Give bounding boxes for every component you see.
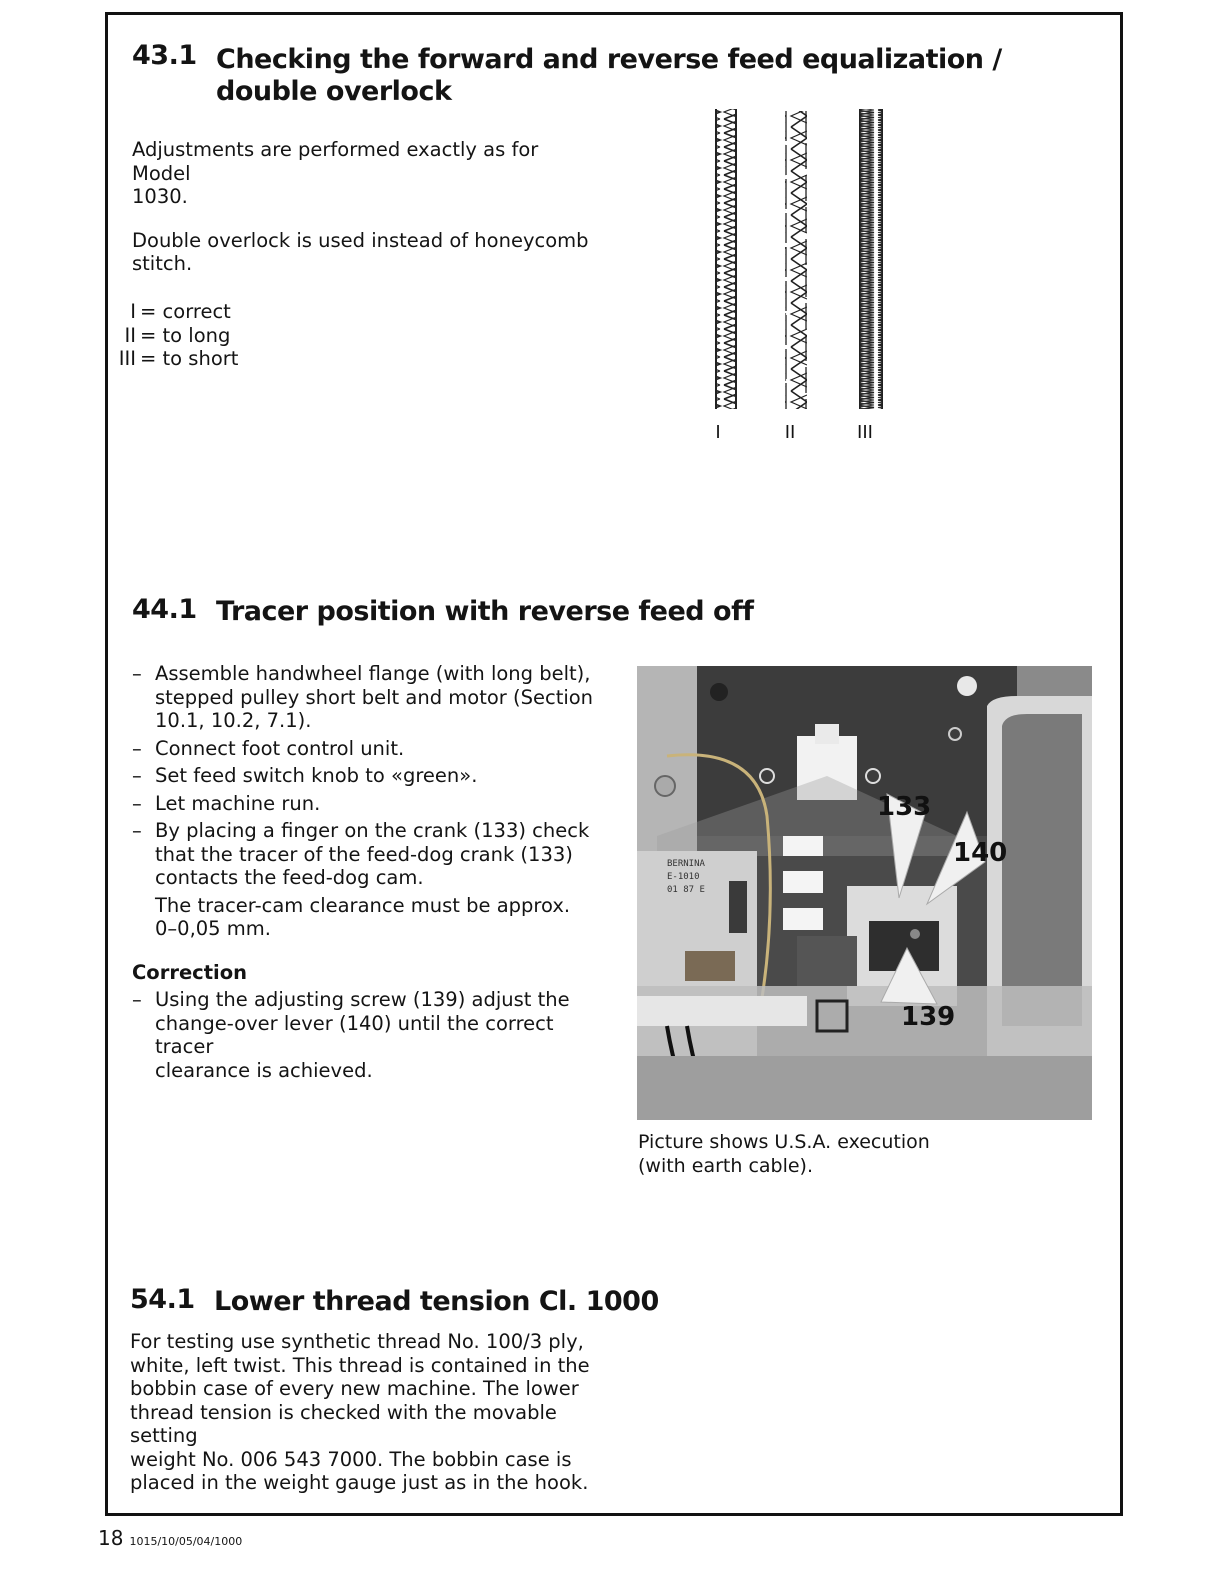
correction-heading: Correction — [132, 960, 248, 984]
step-line: that the tracer of the feed-dog crank (133) — [155, 842, 573, 866]
page-footer — [98, 1526, 242, 1550]
legend-text: = to long — [140, 323, 231, 347]
correction-line: change-over lever (140) until the correct tracer — [155, 1011, 554, 1058]
section-43-para2 — [132, 229, 602, 276]
section-43-para2-line1: Double overlock is used instead of honeycomb — [132, 228, 589, 252]
stitch-column-iii — [860, 109, 882, 409]
legend-row — [100, 324, 320, 348]
step-item — [132, 819, 612, 890]
callout-140: 140 — [953, 838, 1008, 868]
section-54-body — [130, 1330, 610, 1495]
section-44-steps — [132, 662, 612, 890]
clearance-line2: 0–0,05 mm. — [155, 917, 271, 940]
stitch-legend — [100, 300, 320, 371]
stitch-column-ii — [785, 111, 807, 409]
step-line: stepped pulley short belt and motor (Section — [155, 685, 594, 709]
step-line: – Assemble handwheel flange (with long belt), — [155, 662, 591, 685]
stitch-label-ii: II — [784, 422, 796, 443]
callout-139: 139 — [901, 1002, 956, 1032]
legend-text: = correct — [140, 300, 231, 323]
board-text-line: BERNINA — [667, 859, 705, 869]
body-line: thread tension is checked with the movable setting — [130, 1400, 557, 1447]
clearance-note — [132, 894, 612, 941]
circuit-board-label — [667, 858, 705, 897]
step-item — [132, 792, 612, 816]
section-43-para2-line2: stitch. — [132, 252, 193, 275]
step-item — [132, 737, 612, 761]
machine-photo-drawing — [637, 666, 1092, 1120]
section-43-title — [216, 44, 1002, 108]
legend-num: I — [130, 300, 136, 323]
section-43-title-line2: double overlock — [216, 76, 452, 107]
callout-133: 133 — [877, 792, 932, 822]
body-line: For testing use synthetic thread No. 100/3 ply, — [130, 1330, 584, 1353]
section-43-title-line1: Checking the forward and reverse feed equalization / — [216, 44, 1002, 75]
caption-line1: Picture shows U.S.A. execution — [638, 1131, 930, 1153]
caption-line2: (with earth cable). — [638, 1155, 814, 1177]
body-line: white, left twist. This thread is contained in the — [130, 1353, 590, 1377]
step-line: – Connect foot control unit. — [155, 736, 405, 760]
correction-steps — [132, 988, 612, 1082]
correction-item — [132, 988, 612, 1082]
step-item — [132, 662, 612, 733]
page-number: 18 — [98, 1526, 124, 1550]
step-line: contacts the feed-dog cam. — [155, 866, 424, 889]
legend-text: = to short — [140, 347, 239, 370]
legend-row — [100, 347, 320, 371]
section-44-number: 44.1 — [132, 594, 197, 625]
section-43-number: 43.1 — [132, 40, 197, 71]
section-54-number: 54.1 — [130, 1284, 195, 1315]
document-code: 1015/10/05/04/1000 — [129, 1535, 243, 1548]
legend-row — [100, 300, 320, 324]
stitch-samples-illustration — [700, 105, 900, 417]
body-line: bobbin case of every new machine. The lower — [130, 1377, 579, 1400]
machine-photo — [637, 666, 1092, 1120]
section-54-title: Lower thread tension Cl. 1000 — [214, 1286, 659, 1317]
body-line: placed in the weight gauge just as in the hook. — [130, 1471, 589, 1494]
section-44-body — [132, 662, 612, 1086]
correction-line: – Using the adjusting screw (139) adjust the — [155, 988, 570, 1011]
section-43-para1-line1: Adjustments are performed exactly as for Model — [132, 138, 539, 185]
clearance-line1: The tracer-cam clearance must be approx. — [155, 893, 571, 917]
stitch-label-i: I — [715, 422, 721, 443]
stitch-label-iii: III — [857, 422, 873, 443]
board-text-line: E-1010 — [667, 872, 700, 882]
section-43-para1 — [132, 138, 602, 209]
step-line: – Let machine run. — [155, 791, 321, 815]
board-text-line: 01 87 E — [667, 885, 705, 895]
section-44-title: Tracer position with reverse feed off — [216, 596, 754, 627]
step-line: – Set feed switch knob to «green». — [155, 764, 478, 787]
section-43-body — [132, 138, 602, 296]
stitch-column-i — [716, 109, 736, 409]
step-line: 10.1, 10.2, 7.1). — [155, 709, 312, 732]
step-line: – By placing a finger on the crank (133) check — [155, 819, 590, 842]
legend-num: II — [124, 323, 136, 347]
section-43-para1-line2: 1030. — [132, 185, 188, 208]
legend-num: III — [118, 347, 136, 370]
photo-caption — [638, 1130, 1038, 1178]
step-item — [132, 764, 612, 788]
correction-line: clearance is achieved. — [155, 1058, 373, 1082]
body-line: weight No. 006 543 7000. The bobbin case is — [130, 1447, 572, 1471]
